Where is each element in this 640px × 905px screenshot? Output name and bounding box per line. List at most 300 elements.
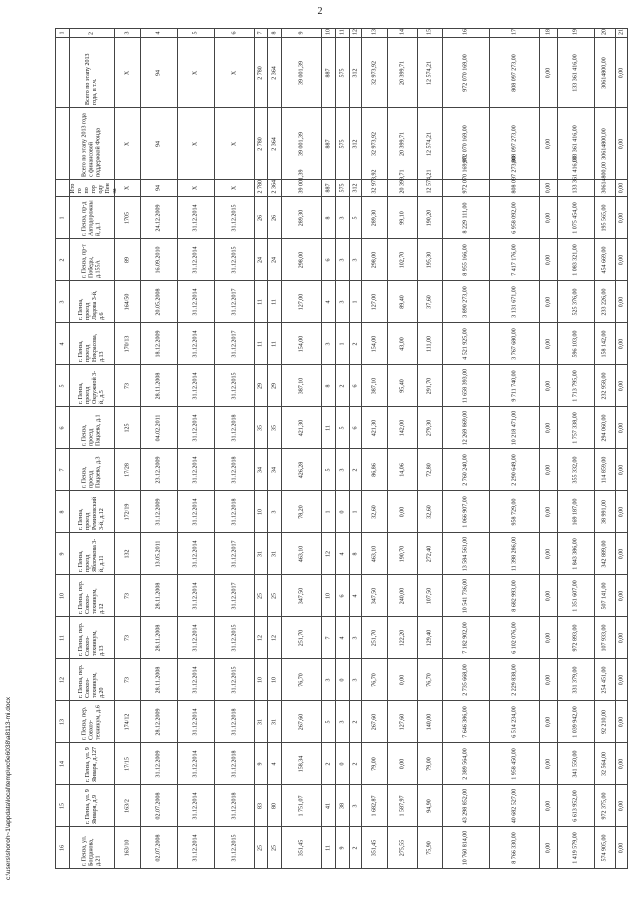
cell-text: 7 646 386,00: [462, 705, 469, 738]
table-cell: [268, 180, 282, 197]
cell-text: 6: [352, 426, 358, 429]
cell-text: 190,70: [399, 545, 405, 562]
table-cell: [322, 365, 336, 407]
cell-text: 28.12.2009: [155, 708, 162, 735]
table-cell: [141, 323, 178, 365]
cell-text: 1 682,87: [371, 795, 377, 816]
table-cell: [388, 827, 418, 869]
column-number-cell: [322, 28, 336, 38]
column-number-cell: [558, 28, 595, 38]
table-cell: [595, 407, 616, 449]
cell-text: 0,00: [618, 67, 624, 78]
table-cell: [178, 659, 215, 701]
cell-text: 154,00: [298, 335, 304, 352]
cell-text: 2 735 668,00: [462, 663, 469, 696]
table-cell: [418, 281, 443, 323]
cell-text: 341 550,00: [572, 750, 579, 777]
cell-text: 9: [257, 762, 264, 765]
cell-text: 95,40: [399, 378, 405, 393]
table-cell: [141, 575, 178, 617]
table-cell: [322, 38, 336, 108]
table-cell: [336, 407, 350, 449]
cell-text: 127,00: [371, 293, 377, 310]
cell-text: 75,90: [426, 840, 433, 855]
table-cell: [322, 575, 336, 617]
table-cell: [418, 785, 443, 827]
address-cell: [70, 365, 115, 407]
cell-text: 2: [352, 720, 358, 723]
cell-text: 1: [352, 300, 358, 303]
cell-text: 31.12.2017: [231, 540, 237, 567]
cell-text: 92 210,00: [601, 709, 608, 734]
table-cell: [362, 365, 388, 407]
cell-text: 0,00: [545, 548, 551, 559]
cell-text: 125: [124, 423, 130, 432]
cell-text: 16.09.2010: [155, 246, 162, 273]
table-cell: [362, 827, 388, 869]
table-cell: [255, 38, 268, 108]
column-number-cell: [490, 28, 540, 38]
table-cell: [115, 281, 141, 323]
table-cell: [336, 491, 350, 533]
table-cell: [336, 743, 350, 785]
table-cell: [443, 659, 490, 701]
cell-text: 31.12.2015: [231, 666, 237, 693]
table-cell: [115, 180, 141, 197]
table-cell: [268, 575, 282, 617]
cell-text: 35: [271, 424, 277, 431]
table-cell: [336, 449, 350, 491]
table-cell: [255, 785, 268, 827]
cell-text: 31.12.2014: [192, 204, 199, 231]
cell-text: 02.07.2008: [155, 792, 162, 819]
cell-text: 2: [88, 32, 95, 35]
table-cell: [362, 533, 388, 575]
table-cell: [255, 449, 268, 491]
table-cell: [141, 239, 178, 281]
table-cell: [322, 701, 336, 743]
table-cell: [268, 108, 282, 180]
cell-text: 887: [325, 68, 331, 77]
table-cell: [350, 323, 362, 365]
cell-text: 76,70: [426, 672, 433, 687]
table-cell: [178, 197, 215, 239]
cell-text: 195,30: [426, 251, 433, 268]
cell-text: X: [124, 141, 130, 146]
cell-text: 1 351 607,00: [572, 579, 579, 612]
cell-text: 3: [339, 216, 345, 219]
cell-text: 12 269 869,00: [462, 410, 469, 445]
cell-text: 1: [339, 342, 345, 345]
table-cell: [141, 449, 178, 491]
cell-text: 37,60: [426, 294, 433, 309]
cell-text: 10: [257, 508, 264, 515]
cell-text: 31.12.2014: [192, 792, 199, 819]
cell-text: г. Пенза, проезд Пацаева, д.3: [81, 455, 102, 488]
cell-text: 8 766 330,00: [511, 831, 517, 864]
table-cell: [362, 197, 388, 239]
table-cell: [141, 491, 178, 533]
address-cell: [70, 827, 115, 869]
cell-text: 0,00: [545, 296, 551, 307]
table-cell: [362, 659, 388, 701]
cell-text: 279,30: [426, 419, 433, 436]
cell-text: 3: [124, 31, 130, 35]
file-path-footer: c:\users\shoroh~1\appdata\local\temp\исбe6038\a8113-mi.docx: [5, 696, 12, 880]
table-cell: [215, 281, 255, 323]
cell-text: 14: [59, 760, 65, 767]
table-cell: [558, 38, 595, 108]
table-cell: [616, 701, 628, 743]
table-cell: [540, 701, 558, 743]
table-cell: [540, 197, 558, 239]
cell-text: 15: [426, 29, 433, 35]
table-cell: [388, 169, 418, 197]
table-cell: [443, 533, 490, 575]
cell-text: 30614800,00: [601, 56, 608, 89]
cell-text: 2 364: [271, 180, 277, 194]
table-cell: [322, 827, 336, 869]
cell-text: 0,00: [545, 800, 551, 811]
table-cell: [558, 785, 595, 827]
table-cell: [55, 575, 70, 617]
cell-text: X: [231, 141, 237, 146]
cell-text: 251,70: [298, 629, 304, 646]
table-cell: [282, 365, 322, 407]
cell-text: 421,30: [371, 419, 377, 436]
cell-text: г. Пенза, пер. Совхоз-техникум, д.6: [81, 704, 102, 740]
cell-text: 3: [352, 258, 358, 261]
cell-text: 2 364: [271, 136, 277, 151]
table-cell: [595, 38, 616, 108]
table-cell: [443, 407, 490, 449]
table-cell: [558, 365, 595, 407]
cell-text: 4: [339, 552, 345, 555]
table-cell: [215, 180, 255, 197]
cell-text: 1: [352, 510, 358, 513]
table-cell: [490, 239, 540, 281]
table-cell: [55, 701, 70, 743]
cell-text: 31.12.2014: [192, 456, 199, 483]
table-cell: [336, 38, 350, 108]
table-cell: [115, 491, 141, 533]
column-number-cell: [336, 28, 350, 38]
table-cell: [141, 533, 178, 575]
column-number-cell: [55, 28, 70, 38]
table-cell: [215, 701, 255, 743]
cell-text: 0,00: [618, 254, 624, 265]
table-cell: [55, 617, 70, 659]
cell-text: 9: [59, 552, 65, 555]
table-cell: [215, 743, 255, 785]
cell-text: 3: [339, 468, 345, 471]
table-cell: [178, 281, 215, 323]
table-cell: [141, 365, 178, 407]
cell-text: 251,70: [371, 629, 377, 646]
table-cell: [388, 533, 418, 575]
cell-text: 0,00: [545, 380, 551, 391]
cell-text: 3 767 680,00: [511, 327, 517, 360]
table-cell: [178, 108, 215, 180]
cell-text: 3: [271, 510, 277, 513]
cell-text: 25: [271, 592, 277, 599]
cell-text: 170/13: [124, 335, 130, 352]
cell-text: 6: [352, 384, 358, 387]
table-cell: [141, 701, 178, 743]
cell-text: 298,00: [298, 251, 304, 268]
cell-text: 32 973,92: [371, 169, 377, 194]
cell-text: 240,00: [399, 587, 405, 604]
cell-text: г. Пенза, проезд Некрасова, д.13: [78, 333, 105, 362]
column-number-cell: [388, 28, 418, 38]
table-cell: [215, 827, 255, 869]
table-cell: [540, 785, 558, 827]
table-cell: [362, 169, 388, 197]
table-cell: [418, 533, 443, 575]
table-cell: [616, 659, 628, 701]
table-cell: [388, 239, 418, 281]
table-cell: [362, 407, 388, 449]
cell-text: г. Пенза, проезд Пацаева, д.1: [81, 413, 102, 446]
cell-text: 78,20: [298, 504, 304, 519]
cell-text: 958 729,00: [511, 498, 517, 525]
table-cell: [616, 281, 628, 323]
cell-text: X: [231, 70, 237, 75]
table-cell: [322, 743, 336, 785]
cell-text: 14,06: [399, 462, 405, 477]
table-cell: [322, 197, 336, 239]
cell-text: 2: [325, 762, 331, 765]
cell-text: 2 780: [257, 180, 264, 194]
cell-text: 3: [352, 804, 358, 807]
table-cell: [388, 281, 418, 323]
address-cell: [70, 785, 115, 827]
table-cell: [362, 449, 388, 491]
cell-text: 127,60: [399, 713, 405, 730]
cell-text: 80: [271, 802, 277, 809]
cell-text: г. Пенза, пер. Совхоз-техникум, д.20: [78, 664, 105, 698]
column-number-cell: [540, 28, 558, 38]
table-cell: [55, 197, 70, 239]
table-cell: [443, 785, 490, 827]
table-cell: [141, 785, 178, 827]
cell-text: 31.12.2014: [192, 582, 199, 609]
table-cell: [268, 449, 282, 491]
cell-text: 1 751,07: [298, 795, 304, 816]
cell-text: 31.12.2014: [192, 750, 199, 777]
cell-text: 12 574,21: [426, 60, 433, 85]
cell-text: 4: [339, 636, 345, 639]
cell-text: 31: [257, 550, 264, 557]
cell-text: 73: [124, 634, 130, 641]
cell-text: 11: [325, 424, 331, 431]
table-cell: [255, 108, 268, 180]
cell-text: 0,00: [545, 464, 551, 475]
table-cell: [255, 180, 268, 197]
cell-text: 254 451,00: [601, 666, 608, 693]
cell-text: 972 375,00: [601, 792, 608, 819]
table-cell: [255, 491, 268, 533]
cell-text: 107 933,00: [601, 624, 608, 651]
cell-text: 172/19: [124, 503, 130, 520]
table-cell: [336, 197, 350, 239]
table-cell: [282, 407, 322, 449]
cell-text: 99,10: [399, 210, 405, 225]
table-cell: [558, 323, 595, 365]
cell-text: 26: [257, 214, 264, 221]
table-cell: [443, 617, 490, 659]
table-cell: [268, 491, 282, 533]
column-number-cell: [362, 28, 388, 38]
table-cell: [55, 533, 70, 575]
cell-text: 6: [325, 258, 331, 261]
cell-text: 387,10: [371, 377, 377, 394]
table-cell: [178, 239, 215, 281]
table-cell: [255, 617, 268, 659]
table-cell: [268, 743, 282, 785]
cell-text: 11 398 286,00: [511, 536, 517, 571]
cell-text: X: [192, 70, 199, 75]
table-cell: [115, 575, 141, 617]
table-cell: [215, 407, 255, 449]
cell-text: 38: [339, 802, 345, 809]
column-number-cell: [141, 28, 178, 38]
table-cell: [336, 281, 350, 323]
cell-text: 0,00: [545, 590, 551, 601]
cell-text: 525 376,00: [572, 288, 579, 315]
table-cell: [282, 785, 322, 827]
cell-text: 1 757 338,00: [572, 411, 579, 444]
cell-text: 16: [59, 844, 65, 851]
cell-text: 0,00: [399, 674, 405, 685]
cell-text: X: [231, 185, 237, 191]
table-cell: [55, 827, 70, 869]
column-number-cell: [268, 28, 282, 38]
cell-text: 291,70: [426, 377, 433, 394]
table-cell: [350, 197, 362, 239]
cell-text: 133 361 416,00: [572, 53, 579, 92]
table-cell: [350, 180, 362, 197]
table-cell: [418, 365, 443, 407]
table-cell: [388, 323, 418, 365]
cell-text: 41: [325, 802, 331, 809]
cell-text: 6: [59, 426, 65, 429]
table-cell: [350, 533, 362, 575]
cell-text: 351,45: [371, 839, 377, 856]
table-cell: [418, 827, 443, 869]
cell-text: 8: [352, 552, 358, 555]
table-cell: [350, 407, 362, 449]
cell-text: 331 379,00: [572, 666, 579, 693]
table-cell: [595, 281, 616, 323]
table-cell: [616, 407, 628, 449]
table-cell: [558, 743, 595, 785]
table-cell: [558, 156, 595, 197]
table-cell: [255, 701, 268, 743]
cell-text: 31: [257, 718, 264, 725]
cell-text: 31.12.2017: [231, 582, 237, 609]
cell-text: 94: [155, 140, 162, 147]
table-cell: [336, 785, 350, 827]
cell-text: 9: [298, 31, 304, 35]
cell-text: 463,10: [371, 545, 377, 562]
address-cell: [70, 701, 115, 743]
cell-text: 20.05.2008: [155, 288, 162, 315]
address-cell: [70, 281, 115, 323]
cell-text: 8: [59, 510, 65, 513]
cell-text: 0,00: [545, 338, 551, 349]
table-cell: [443, 239, 490, 281]
cell-text: Всего по этапу 2013 года с финансовой поддержкой Фонда: [81, 112, 102, 177]
cell-text: г. Пенза, ул. 9 Января, д.9: [85, 788, 98, 824]
table-cell: [322, 281, 336, 323]
cell-text: 972 070 169,00: [462, 156, 469, 194]
cell-text: 19: [572, 29, 579, 35]
table-cell: [443, 156, 490, 197]
table-cell: [282, 491, 322, 533]
table-cell: [350, 281, 362, 323]
table-cell: [362, 239, 388, 281]
table-cell: [255, 239, 268, 281]
table-cell: [388, 491, 418, 533]
table-cell: [540, 617, 558, 659]
table-cell: [540, 323, 558, 365]
cell-text: 13: [59, 718, 65, 725]
cell-text: 0,00: [618, 632, 624, 643]
table-cell: [322, 785, 336, 827]
cell-text: 0,00: [618, 590, 624, 601]
cell-text: 7: [325, 636, 331, 639]
table-cell: [255, 365, 268, 407]
cell-text: 26: [271, 214, 277, 221]
table-cell: [616, 533, 628, 575]
table-cell: [141, 659, 178, 701]
cell-text: 0: [339, 762, 345, 765]
table-cell: [558, 575, 595, 617]
table-cell: [268, 239, 282, 281]
cell-text: 25: [271, 844, 277, 851]
cell-text: 12: [325, 550, 331, 557]
table-cell: [215, 449, 255, 491]
cell-text: 29: [271, 382, 277, 389]
table-cell: [55, 491, 70, 533]
cell-text: 174/12: [124, 713, 130, 730]
cell-text: 18.12.2009: [155, 330, 162, 357]
table-cell: [115, 785, 141, 827]
table-cell: [490, 38, 540, 108]
table-cell: [268, 407, 282, 449]
cell-text: 1 039 942,00: [572, 705, 579, 738]
cell-text: 20 399,71: [399, 131, 405, 156]
cell-text: 31.12.2018: [231, 708, 237, 735]
table-cell: [595, 365, 616, 407]
cell-text: 9 711 740,00: [511, 369, 517, 402]
column-number-cell: [350, 28, 362, 38]
cell-text: г. Пенза, пр-д Автодорожный, д.1: [81, 199, 102, 236]
cell-text: 808 097 273,00: [511, 156, 517, 194]
column-number-cell: [282, 28, 322, 38]
table-cell: [558, 449, 595, 491]
table-cell: [616, 38, 628, 108]
table-cell: [55, 659, 70, 701]
cell-text: 31.12.2015: [231, 246, 237, 273]
table-cell: [350, 38, 362, 108]
table-cell: [540, 533, 558, 575]
cell-text: 4 521 925,00: [462, 327, 469, 360]
cell-text: 0,00: [545, 182, 551, 194]
table-cell: [362, 701, 388, 743]
cell-text: 31.12.2014: [192, 624, 199, 651]
